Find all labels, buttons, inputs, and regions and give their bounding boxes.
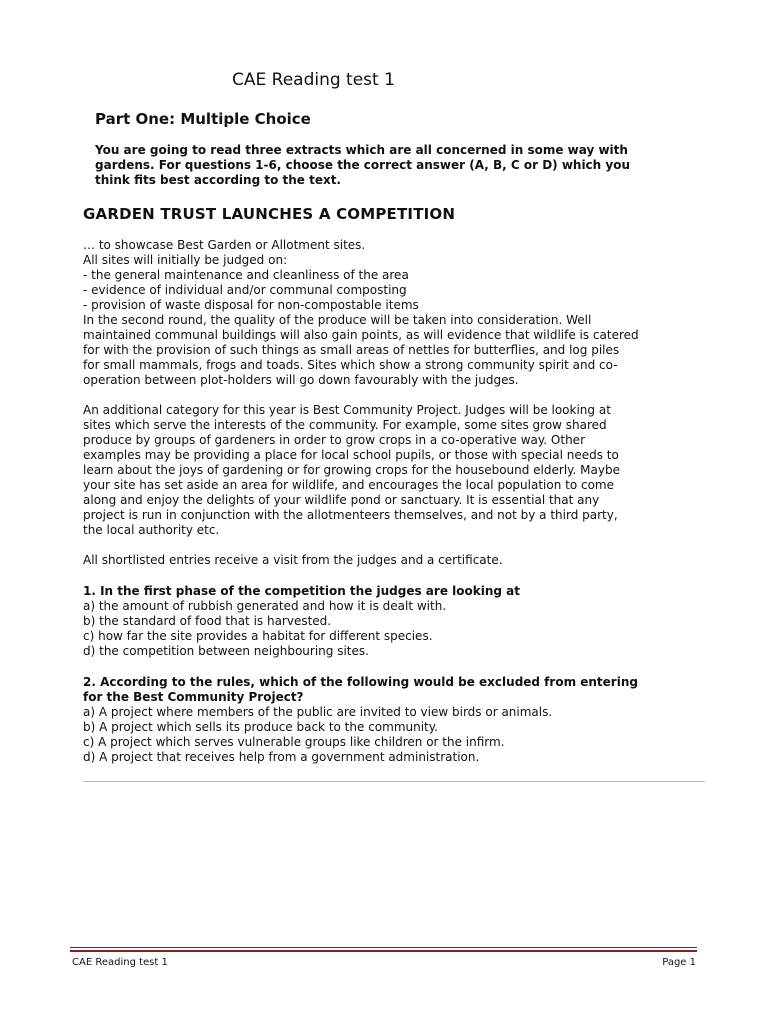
text-line: the local authority etc. [83, 523, 220, 537]
answer-option: c) how far the site provides a habitat for different species. [83, 629, 433, 643]
text-line: maintained communal buildings will also gain points, as will evidence that wildlife is catered [83, 328, 639, 342]
paragraph-2 [83, 403, 723, 538]
question-2 [83, 675, 723, 765]
text-line: your site has set aside an area for wildlife, and encourages the local population to come [83, 478, 614, 492]
text-line: In the second round, the quality of the produce will be taken into consideration. Well [83, 313, 592, 327]
text-line: along and enjoy the delights of your wildlife pond or sanctuary. It is essential that any [83, 493, 600, 507]
text-line: examples may be providing a place for local school pupils, or those with special needs to [83, 448, 619, 462]
answer-option: c) A project which serves vulnerable groups like children or the infirm. [83, 735, 505, 749]
text-line: sites which serve the interests of the community. For example, some sites grow shared [83, 418, 607, 432]
intro-line: You are going to read three extracts which are all concerned in some way with [95, 143, 628, 157]
question-text: 2. According to the rules, which of the following would be excluded from entering [83, 675, 638, 689]
question-1 [83, 584, 723, 659]
intro-line: think fits best according to the text. [95, 173, 341, 187]
document-title: CAE Reading test 1 [232, 70, 395, 90]
text-line: operation between plot-holders will go down favourably with the judges. [83, 373, 519, 387]
paragraph-3 [83, 553, 723, 568]
footer-document-title: CAE Reading test 1 [72, 957, 168, 968]
text-line: - evidence of individual and/or communal composting [83, 283, 407, 297]
text-line: All shortlisted entries receive a visit from the judges and a certificate. [83, 553, 503, 567]
answer-option: a) the amount of rubbish generated and how it is dealt with. [83, 599, 447, 613]
text-line: for small mammals, frogs and toads. Sites which show a strong community spirit and co- [83, 358, 618, 372]
answer-option: a) A project where members of the public are invited to view birds or animals. [83, 705, 553, 719]
text-line: - the general maintenance and cleanliness of the area [83, 268, 409, 282]
text-line: … to showcase Best Garden or Allotment sites. [83, 238, 366, 252]
text-line: project is run in conjunction with the allotmenteers themselves, and not by a third party, [83, 508, 618, 522]
part-title: Part One: Multiple Choice [95, 110, 311, 128]
footer-rule [70, 947, 697, 948]
text-line: - provision of waste disposal for non-compostable items [83, 298, 419, 312]
text-line: learn about the joys of gardening or for growing crops for the housebound elderly. Maybe [83, 463, 620, 477]
intro-line: gardens. For questions 1-6, choose the correct answer (A, B, C or D) which you [95, 158, 631, 172]
answer-option: b) the standard of food that is harvested. [83, 614, 332, 628]
intro-instructions [95, 143, 695, 188]
question-text: for the Best Community Project? [83, 690, 304, 704]
text-line: produce by groups of gardeners in order to grow crops in a co-operative way. Other [83, 433, 586, 447]
question-text: 1. In the first phase of the competition the judges are looking at [83, 584, 520, 598]
text-line: An additional category for this year is Best Community Project. Judges will be looking at [83, 403, 611, 417]
text-line: for with the provision of such things as small areas of nettles for butterflies, and log piles [83, 343, 620, 357]
footer-page-number: Page 1 [662, 957, 696, 968]
paragraph-1 [83, 238, 723, 388]
footer-rule [70, 950, 697, 952]
answer-option: b) A project which sells its produce back to the community. [83, 720, 438, 734]
article-heading: GARDEN TRUST LAUNCHES A COMPETITION [83, 205, 456, 223]
section-divider [83, 781, 705, 782]
text-line: All sites will initially be judged on: [83, 253, 288, 267]
answer-option: d) the competition between neighbouring sites. [83, 644, 369, 658]
answer-option: d) A project that receives help from a government administration. [83, 750, 480, 764]
